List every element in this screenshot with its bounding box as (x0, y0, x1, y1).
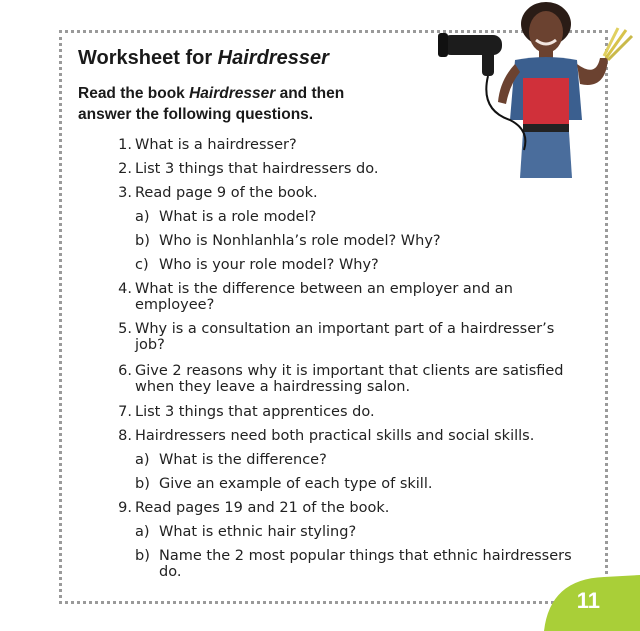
brushes-icon (604, 28, 632, 60)
question-text: Hairdressers need both practical skills and social skills. (135, 428, 535, 444)
question-text: job? (135, 337, 165, 353)
question-number: 3. (118, 185, 132, 201)
question-number: 1. (118, 137, 132, 153)
question-text: Read page 9 of the book. (135, 185, 318, 201)
question-text: What is ethnic hair styling? (159, 524, 357, 540)
question-text: employee? (135, 297, 215, 313)
question-number: 8. (118, 428, 132, 444)
hairdresser-photo (420, 0, 640, 190)
question-text: List 3 things that apprentices do. (135, 404, 375, 420)
question-text: What is the difference? (159, 452, 327, 468)
question-text: Name the 2 most popular things that ethnic hairdressers (159, 548, 572, 564)
question-text: do. (159, 564, 182, 580)
question-number: b) (135, 548, 150, 564)
intro-text: Read the book (78, 85, 190, 102)
question-text: What is the difference between an employer and an (135, 281, 513, 297)
question-text: when they leave a hairdressing salon. (135, 379, 411, 395)
question-number: 6. (118, 363, 132, 379)
question-text: What is a hairdresser? (135, 137, 297, 153)
question-text: What is a role model? (159, 209, 317, 225)
question-text: Give an example of each type of skill. (159, 476, 433, 492)
hair-dryer-icon (438, 33, 525, 150)
question-number: 7. (118, 404, 132, 420)
question-number: b) (135, 476, 150, 492)
intro-text: answer the following questions. (78, 106, 314, 123)
question-number: 9. (118, 500, 132, 516)
question-number: 5. (118, 321, 132, 337)
page-number: 11 (576, 588, 600, 613)
question-text: Why is a consultation an important part of a hairdresser’s (135, 321, 555, 337)
question-number: a) (135, 452, 150, 468)
intro-book-name: Hairdresser (189, 85, 276, 102)
page-title (78, 47, 329, 70)
question-text: List 3 things that hairdressers do. (135, 161, 379, 177)
question-text: Who is Nonhlanhla’s role model? Why? (159, 233, 441, 249)
question-number: 2. (118, 161, 132, 177)
title-prefix: Worksheet for (78, 47, 218, 69)
intro-instructions (78, 83, 378, 125)
question-number: 4. (118, 281, 132, 297)
title-book-name: Hairdresser (217, 47, 329, 69)
question-number: a) (135, 209, 150, 225)
question-number: c) (135, 257, 149, 273)
question-number: a) (135, 524, 150, 540)
intro-text: and then (275, 85, 345, 102)
question-text: Who is your role model? Why? (159, 257, 379, 273)
question-text: Read pages 19 and 21 of the book. (135, 500, 390, 516)
question-number: b) (135, 233, 150, 249)
question-text: Give 2 reasons why it is important that clients are satisfied (135, 363, 564, 379)
